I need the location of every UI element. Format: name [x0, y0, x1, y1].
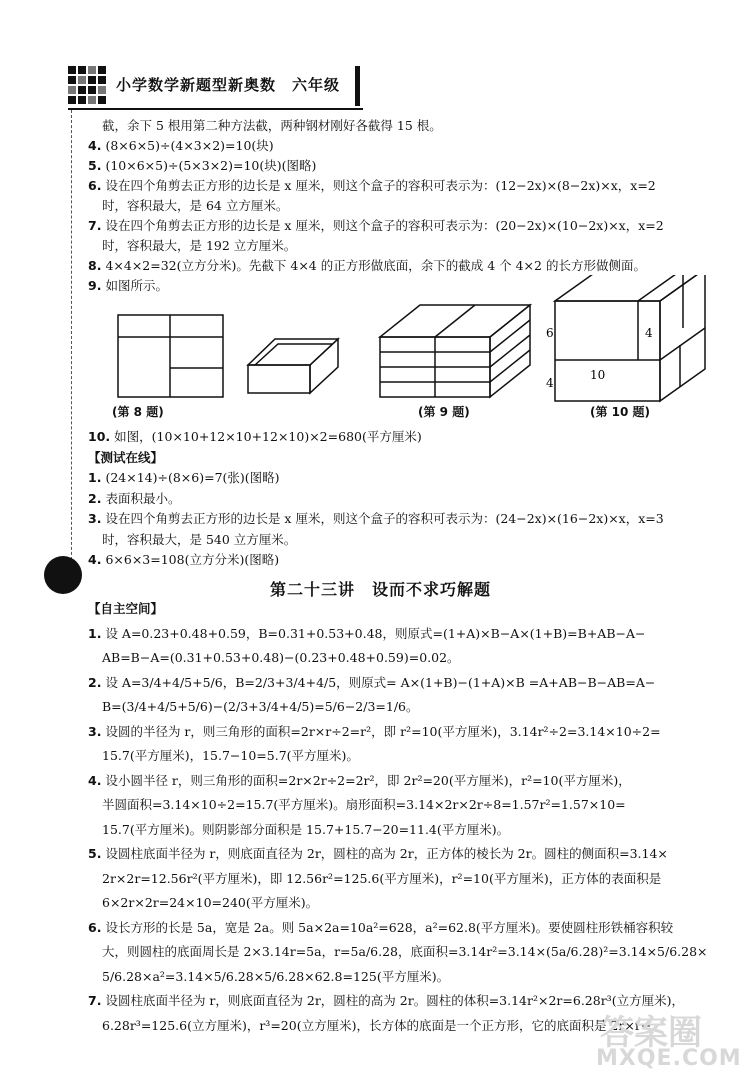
answer-line [88, 649, 728, 667]
answer-line [88, 968, 728, 986]
caption-fig9: (第 9 题) [418, 405, 470, 419]
answer-line [88, 177, 714, 195]
item-number: 4. [88, 138, 102, 153]
item-text: 设小圆半径 r，则三角形的面积=2r×2r÷2=2r²，即 2r²=20(平方厘米)，r²=10(平方厘米)， [105, 772, 631, 788]
item-text: 15.7(平方厘米)。则阴影部分面积是 15.7+15.7−20=11.4(平方厘米)。 [102, 821, 510, 837]
item-text: (24×14)÷(8×6)=7(张)(图略) [105, 470, 280, 485]
item-text: 如图，(10×10+12×10+12×10)×2=680(平方厘米) [114, 429, 422, 444]
answer-line [88, 510, 714, 528]
item-number: 4. [88, 552, 102, 567]
answer-line [88, 625, 714, 643]
header-grid-logo [68, 66, 106, 104]
item-text: 6×6×3=108(立方分米)(图略) [105, 552, 280, 567]
header-underline [68, 108, 363, 110]
answer-line [88, 870, 728, 888]
item-number: 2. [88, 490, 102, 506]
answer-line [88, 698, 728, 716]
item-text: 【自主空间】 [88, 601, 164, 616]
item-number: 7. [88, 218, 102, 233]
item-text: 15.7(平方厘米)，15.7−10=5.7(平方厘米)。 [102, 748, 359, 763]
item-text: 设在四个角剪去正方形的边长是 x 厘米，则这个盒子的容积可表示为：(12−2x)×(8−2x)×x，x=2 [105, 178, 656, 193]
answer-line [88, 796, 728, 814]
item-text: 时，容积最大，是 540 立方厘米。 [102, 531, 297, 547]
item-text: 截，余下 5 根用第二种方法截，两种钢材刚好各截得 15 根。 [102, 118, 442, 133]
answer-line [88, 428, 714, 446]
answer-line [88, 674, 714, 692]
item-text: (10×6×5)÷(5×3×2)=10(块)(图略) [105, 158, 317, 173]
answer-line [88, 197, 728, 215]
item-number: 7. [88, 993, 102, 1008]
figure-10-label-6: 6 [546, 326, 554, 340]
answer-line [88, 551, 714, 569]
item-number: 2. [88, 674, 102, 690]
answer-line [88, 257, 714, 275]
answer-line [88, 943, 728, 961]
margin-dashed-line [71, 110, 72, 570]
item-text: 设在四个角剪去正方形的边长是 x 厘米，则这个盒子的容积可表示为：(20−2x)×(10−2x)×x，x=2 [105, 218, 664, 233]
item-number: 5. [88, 158, 102, 173]
item-number: 6. [88, 919, 102, 935]
item-text: 设圆的半径为 r，则三角形的面积=2r×r÷2=r²，即 r²=10(平方厘米)，3.14r²÷2=3.14×10÷2= [105, 723, 661, 739]
answer-line [88, 821, 728, 839]
item-text: 5/6.28×a²=3.14×5/6.28×5/6.28×62.8=125(平方厘米)。 [102, 968, 450, 984]
item-text: 设 A=0.23+0.48+0.59，B=0.31+0.53+0.48，则原式=(1+A)×B−A×(1+B)=B+AB−A− [105, 625, 646, 641]
figure-10-label-4b: 4 [546, 376, 554, 390]
item-text: B=(3/4+4/5+5/6)−(2/3+3/4+4/5)=5/6−2/3=1/6。 [102, 699, 419, 714]
item-number: 4. [88, 772, 102, 788]
answer-line [88, 469, 714, 487]
answer-line [88, 600, 714, 618]
caption-fig8: (第 8 题) [112, 405, 164, 419]
item-text: 6×2r×2r=24×10=240(平方厘米)。 [102, 895, 319, 910]
item-number: 5. [88, 846, 102, 861]
answer-line [88, 845, 714, 863]
item-number: 6. [88, 178, 102, 193]
item-text: 时，容积最大，是 192 立方厘米。 [102, 238, 297, 253]
watermark-url: MXQE.COM [596, 1046, 742, 1071]
item-number: 1. [88, 625, 102, 641]
figure-10-label-4a: 4 [645, 326, 653, 340]
item-text: 4×4×2=32(立方分米)。先截下 4×4 的正方形做底面，余下的截成 4 个 4×2 的长方形做侧面。 [105, 258, 646, 273]
figure-9-stack [380, 305, 530, 397]
item-text: 设圆柱底面半径为 r，则底面直径为 2r，圆柱的高为 2r。圆柱的体积=3.14r²×2r=6.28r³(立方厘米)， [105, 993, 684, 1008]
item-text: 设 A=3/4+4/5+5/6，B=2/3+3/4+4/5，则原式= A×(1+B)−(1+A)×B =A+AB−B−AB=A− [105, 674, 656, 690]
item-number: 10. [88, 429, 111, 444]
answer-line [88, 894, 728, 912]
answer-line [88, 747, 728, 765]
item-number: 3. [88, 511, 102, 526]
item-text: AB=B−A=(0.31+0.53+0.48)−(0.23+0.48+0.59)=0.02。 [102, 650, 460, 665]
answer-line [88, 449, 714, 467]
item-number: 3. [88, 723, 102, 739]
item-number: 9. [88, 278, 102, 293]
answer-line [88, 117, 728, 135]
item-text: 大，则圆柱的底面周长是 2×3.14r=5a，r=5a/6.28，底面积=3.14r²=3.14×(5a/6.28)²=3.14×5/6.28× [102, 944, 708, 959]
item-text: 表面积最小。 [105, 490, 181, 506]
item-number: 8. [88, 258, 102, 273]
answer-line [88, 772, 714, 790]
watermark-logo: 答案圈 [600, 1013, 702, 1053]
figure-10-block [555, 275, 705, 401]
item-text: 6.28r³=125.6(立方厘米)，r³=20(立方厘米)，长方体的底面是一个正方形，它的底面积是 2r×r÷ [102, 1017, 652, 1033]
item-text: 【测试在线】 [88, 449, 164, 465]
item-text: 半圆面积=3.14×10÷2=15.7(平方厘米)。扇形面积=3.14×2r×2r÷8=1.57r²=1.57×10= [102, 797, 626, 812]
figure-8-net [118, 315, 223, 397]
section-title: 第二十三讲 设而不求巧解题 [270, 580, 492, 599]
item-text: (8×6×5)÷(4×3×2)=10(块) [105, 138, 274, 153]
answer-line [88, 490, 714, 508]
item-text: 设圆柱底面半径为 r，则底面直径为 2r，圆柱的高为 2r，正方体的棱长为 2r。圆柱的侧面积=3.14× [105, 846, 668, 861]
caption-fig10: (第 10 题) [590, 405, 651, 419]
header-rule [355, 66, 360, 106]
figure-10-label-10: 10 [590, 368, 606, 382]
answer-line [88, 531, 728, 549]
header-title: 小学数学新题型新奥数 六年级 [116, 76, 341, 94]
item-number: 1. [88, 470, 102, 485]
item-text: 如图所示。 [105, 278, 168, 293]
answer-line [88, 137, 714, 155]
margin-circle [44, 556, 82, 594]
answer-line [88, 237, 728, 255]
answer-line [88, 157, 714, 175]
figure-8-box [248, 339, 338, 393]
answer-line [88, 919, 714, 937]
item-text: 设在四个角剪去正方形的边长是 x 厘米，则这个盒子的容积可表示为：(24−2x)×(16−2x)×x，x=3 [105, 511, 664, 526]
answer-line [88, 217, 714, 235]
item-text: 2r×2r=12.56r²(平方厘米)，即 12.56r²=125.6(平方厘米)，r²=10(平方厘米)，正方体的表面积是 [102, 870, 662, 886]
answer-line [88, 723, 714, 741]
item-text: 时，容积最大，是 64 立方厘米。 [102, 198, 289, 213]
item-text: 设长方形的长是 5a，宽是 2a。则 5a×2a=10a²=628，a²=62.8(平方厘米)。要使圆柱形铁桶容积较 [105, 919, 674, 935]
